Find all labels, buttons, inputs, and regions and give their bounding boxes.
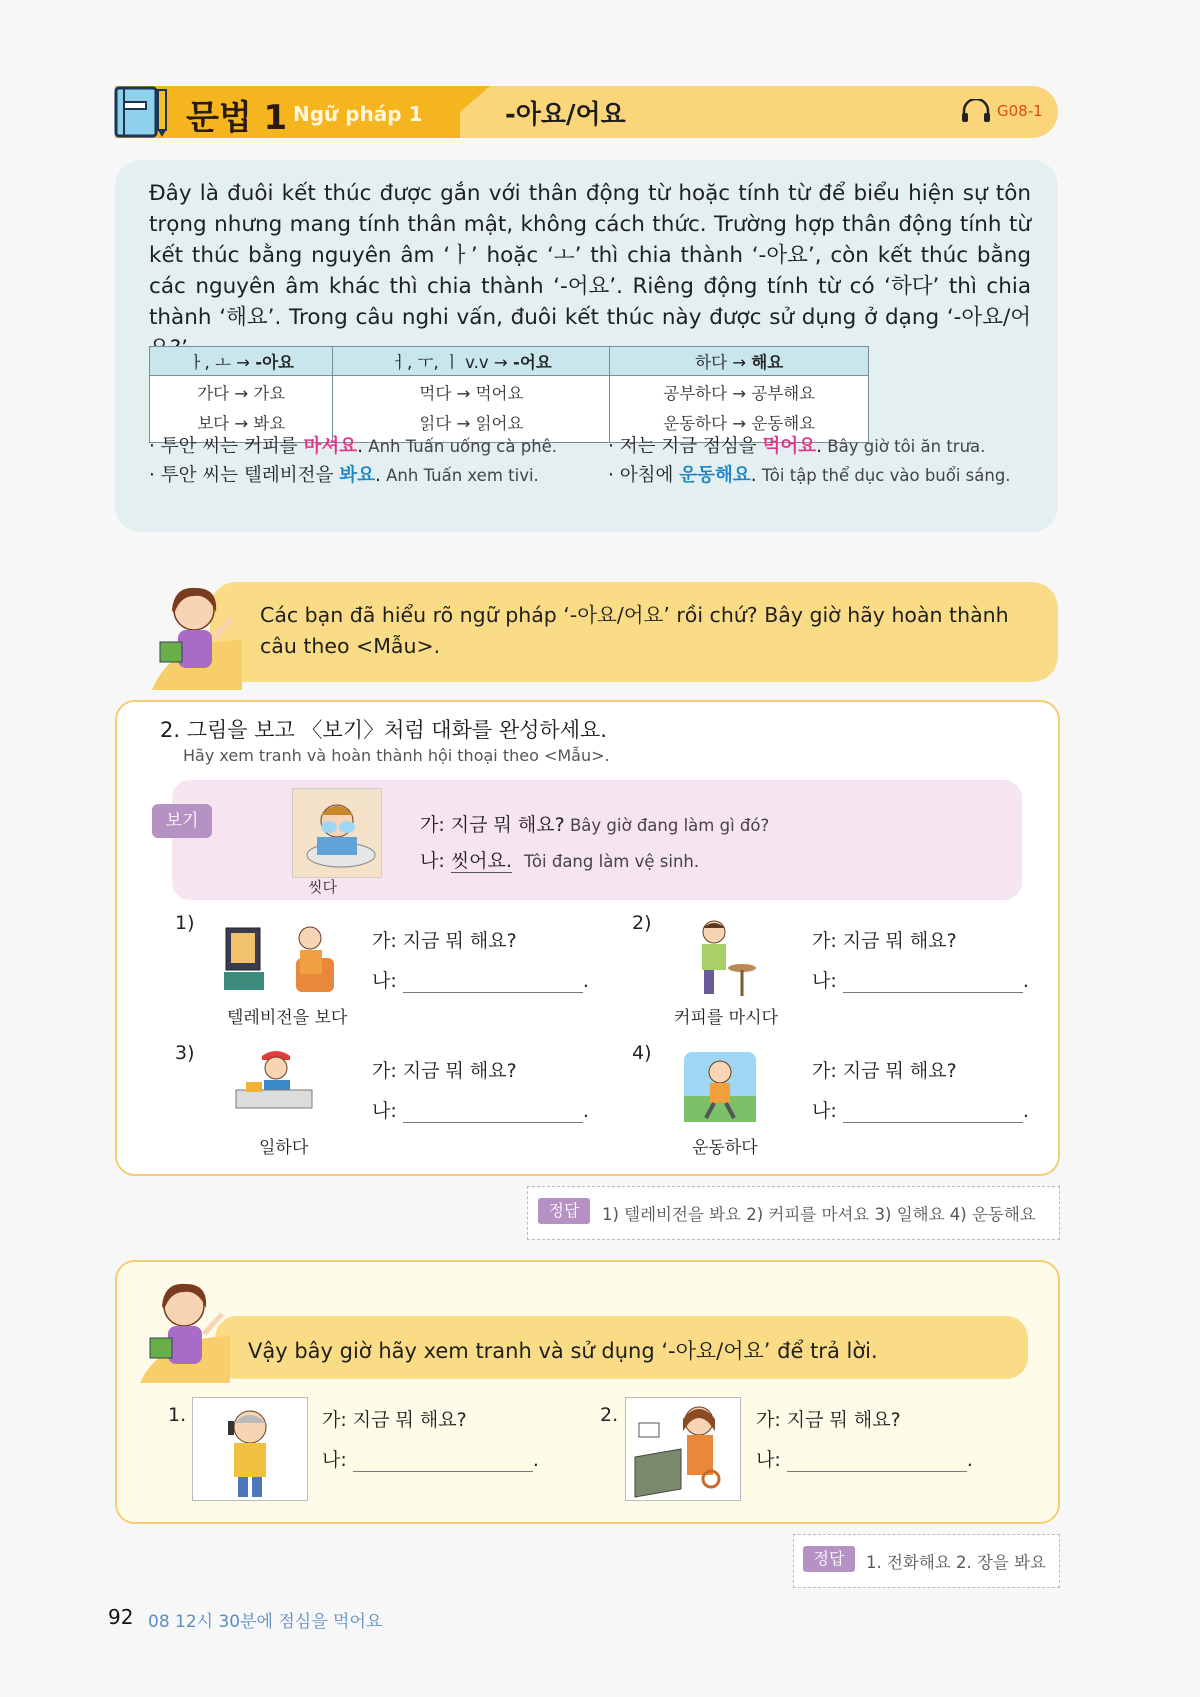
sample-caption: 씻다 (308, 878, 337, 896)
table-header: 하다 → 해요 (610, 347, 869, 376)
teacher-illustration (152, 580, 242, 690)
item-answer-line: 나: . (372, 1100, 589, 1122)
conjugation-table (149, 346, 869, 443)
answer-tag: 정답 (538, 1198, 590, 1224)
watching-tv-illustration (220, 920, 340, 996)
sample-answer: 나: 씻어요. Tôi đang làm vệ sinh. (420, 850, 700, 872)
sample-question: 가: 지금 뭐 해요? Bây giờ đang làm gì đó? (420, 814, 770, 836)
teacher-illustration (140, 1278, 230, 1383)
item-number: 1) (175, 912, 195, 934)
item-caption: 운동하다 (692, 1138, 758, 1158)
answer-tag: 정답 (803, 1546, 855, 1572)
explanation-text: Đây là đuôi kết thúc được gắn với thân động từ hoặc tính từ để biểu hiện sự tôn trọng nhưng mang tính thân mật, không cách thức. Trường hợp thân động tính từ kết thúc bằng nguyên âm ‘ㅏ’ hoặc ‘ㅗ’ thì chia thành ‘-아요’, còn kết thúc bằng các nguyên âm khác thì chia thành ‘-어요’. Riêng động tính từ có ‘하다’ thì chia thành ‘해요’. Trong câu nghi vấn, đuôi kết thúc này được sử dụng ở dạng ‘-아요/어 (149, 181, 1031, 330)
item-question: 가: 지금 뭐 해요? (812, 930, 957, 952)
answer-blank[interactable] (403, 972, 583, 993)
grammar-label: 문법 1 (186, 98, 288, 138)
answer-blank[interactable] (843, 972, 1023, 993)
item-answer-line: 나: . (812, 970, 1029, 992)
item-answer-line: 나: . (756, 1449, 973, 1471)
page-number: 92 (108, 1605, 134, 1629)
sample-tag: 보기 (152, 804, 212, 838)
header-divider (430, 86, 490, 138)
answer-key-text: 1) 텔레비전을 봐요 2) 커피를 마셔요 3) 일해요 4) 운동해요 (602, 1205, 1036, 1224)
answer-blank[interactable] (843, 1102, 1023, 1123)
grocery-shopping-illustration (625, 1397, 741, 1501)
drinking-coffee-illustration (690, 918, 760, 1000)
example-sentence: · 투안 씨는 커피를 마셔요. Anh Tuấn uống cà phê. (149, 436, 558, 457)
item-question: 가: 지금 뭐 해요? (812, 1060, 957, 1082)
item-answer-line: 나: . (372, 970, 589, 992)
exercise-subtitle: Hãy xem tranh và hoàn thành hội thoại theo <Mẫu>. (183, 746, 610, 765)
book-icon (114, 86, 168, 138)
exercising-illustration (684, 1052, 756, 1122)
example-sentence: · 저는 지금 점심을 먹어요. Bây giờ tôi ăn trưa. (608, 436, 986, 457)
audio-track-label[interactable]: G08-1 (997, 102, 1043, 120)
example-sentence: · 아침에 운동해요. Tôi tập thể dục vào buổi sáng. (608, 465, 1011, 486)
prompt-text: Vậy bây giờ hãy xem tranh và sử dụng ‘-아요/어요’ để trả lời. (248, 1339, 878, 1363)
item-caption: 커피를 마시다 (674, 1008, 778, 1028)
item-question: 가: 지금 뭐 해요? (322, 1409, 467, 1431)
item-caption: 일하다 (259, 1138, 309, 1158)
grammar-pattern: -아요/어요 (505, 100, 626, 130)
chapter-title: 08 12시 30분에 점심을 먹어요 (148, 1612, 383, 1632)
answer-blank[interactable] (403, 1102, 583, 1123)
table-cell: 가다 → 가요 보다 → 봐요 (150, 376, 333, 443)
item-answer-line: 나: . (322, 1449, 539, 1471)
item-answer-line: 나: . (812, 1100, 1029, 1122)
item-caption: 텔레비전을 보다 (227, 1008, 348, 1028)
table-header: ㅓ, ㅜ, ㅣ v.v → -어요 (333, 347, 610, 376)
exercise-title: 2. 그림을 보고 〈보기〉처럼 대화를 완성하세요. (160, 718, 607, 742)
table-cell: 공부하다 → 공부해요 운동하다 → 운동해요 (610, 376, 869, 443)
washing-face-illustration (292, 788, 382, 878)
item-number: 2. (600, 1404, 619, 1426)
grammar-sub-label: Ngữ pháp 1 (293, 102, 423, 126)
example-sentence: · 투안 씨는 텔레비전을 봐요. Anh Tuấn xem tivi. (149, 465, 539, 486)
item-question: 가: 지금 뭐 해요? (372, 930, 517, 952)
headphones-icon[interactable] (960, 99, 992, 123)
item-number: 2) (632, 912, 652, 934)
answer-key-text: 1. 전화해요 2. 장을 봐요 (866, 1553, 1046, 1572)
prompt-text: Các bạn đã hiểu rõ ngữ pháp ‘-아요/어요’ rồi chứ? Bây giờ hãy hoàn thành câu theo <Mẫu>. (260, 603, 1009, 658)
item-question: 가: 지금 뭐 해요? (756, 1409, 901, 1431)
answer-blank[interactable] (787, 1451, 967, 1472)
item-question: 가: 지금 뭐 해요? (372, 1060, 517, 1082)
item-number: 1. (168, 1404, 187, 1426)
item-number: 3) (175, 1042, 195, 1064)
table-header: ㅏ, ㅗ → -아요 (150, 347, 333, 376)
answer-blank[interactable] (353, 1451, 533, 1472)
phone-call-illustration (192, 1397, 308, 1501)
table-cell: 먹다 → 먹어요 읽다 → 읽어요 (333, 376, 610, 443)
working-illustration (232, 1046, 316, 1126)
item-number: 4) (632, 1042, 652, 1064)
